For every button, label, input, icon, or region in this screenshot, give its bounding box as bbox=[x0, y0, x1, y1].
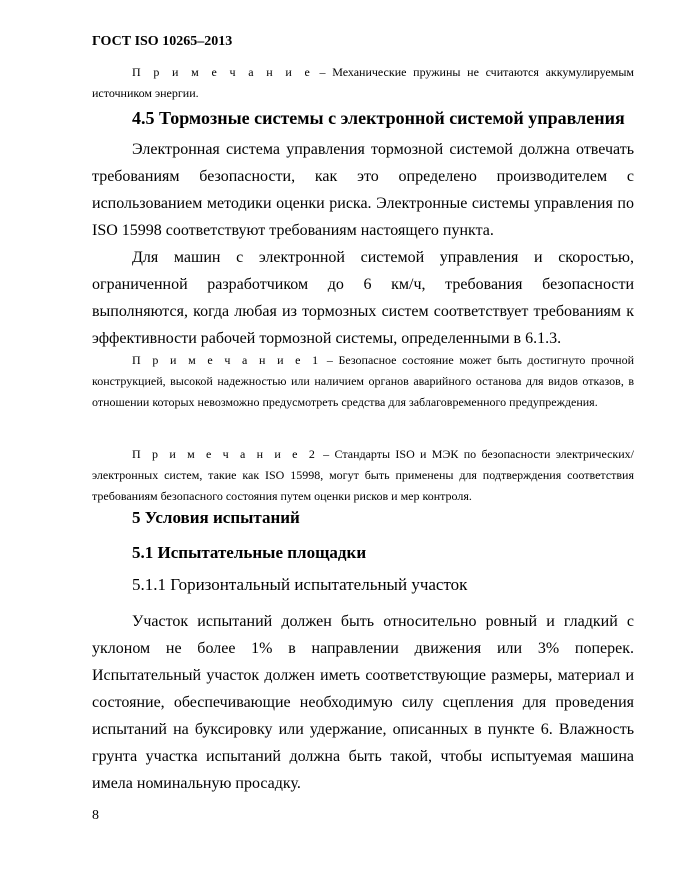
section-5-1-heading: 5.1 Испытательные площадки bbox=[132, 543, 367, 562]
note-1 bbox=[92, 350, 634, 413]
note-2 bbox=[92, 444, 634, 507]
note-2-label: П р и м е ч а н и е 2 bbox=[132, 447, 318, 461]
note-1-text: – Безопасное состояние может быть достигнуто прочной конструкцией, высокой надежностью или наличием органов аварийного останова для видов отказов, в отношении которых невозможно предусмотреть средства для заблаговременного предупреждения. bbox=[92, 353, 635, 409]
note-1-label: П р и м е ч а н и е 1 bbox=[132, 353, 322, 367]
section-4-5-paragraph-1: Электронная система управления тормозной системой должна отвечать требованиям безопасности, как это определено производителем с использованием методики оценки риска. Электронные системы управления по ISO 15998 соответствуют требованиям настоящего пункта. bbox=[92, 141, 634, 239]
section-5-heading: 5 Условия испытаний bbox=[132, 508, 300, 527]
page-number: 8 bbox=[92, 808, 99, 823]
section-4-5-heading: 4.5 Тормозные системы с электронной системой управления bbox=[132, 108, 625, 128]
section-5-1-1-paragraph: Участок испытаний должен быть относительно ровный и гладкий с уклоном не более 1% в направлении движения или 3% поперек. Испытательный участок должен иметь соответствующие размеры, материал и состояние, обеспечивающие необходимую силу сцепления для проведения испытаний на буксировку или удержание, описанных в пункте 6. Влажность грунта участка испытаний должна быть такой, чтобы испытуемая машина имела номинальную просадку. bbox=[92, 613, 634, 792]
note-2-text: – Стандарты ISO и МЭК по безопасности электрических/электронных систем, такие как ISO 15998, могут быть применены для подтверждения соответствия требованиям безопасного состояния путем оценки рисков и мер контроля. bbox=[92, 447, 634, 503]
note-text: – Механические пружины не считаются аккумулируемым источником энергии. bbox=[92, 65, 634, 100]
note-mechanical-springs bbox=[92, 62, 634, 104]
section-4-5-paragraph-2: Для машин с электронной системой управления и скоростью, ограниченной разработчиком до 6 км/ч, требования безопасности выполняются, когда любая из тормозных систем соответствует требованиям к эффективности рабочей тормозной системы, определенными в 6.1.3. bbox=[92, 249, 634, 347]
note-label: П р и м е ч а н и е bbox=[132, 65, 313, 79]
section-5-1-1-heading: 5.1.1 Горизонтальный испытательный участок bbox=[132, 575, 468, 594]
document-header: ГОСТ ISO 10265–2013 bbox=[92, 34, 233, 49]
